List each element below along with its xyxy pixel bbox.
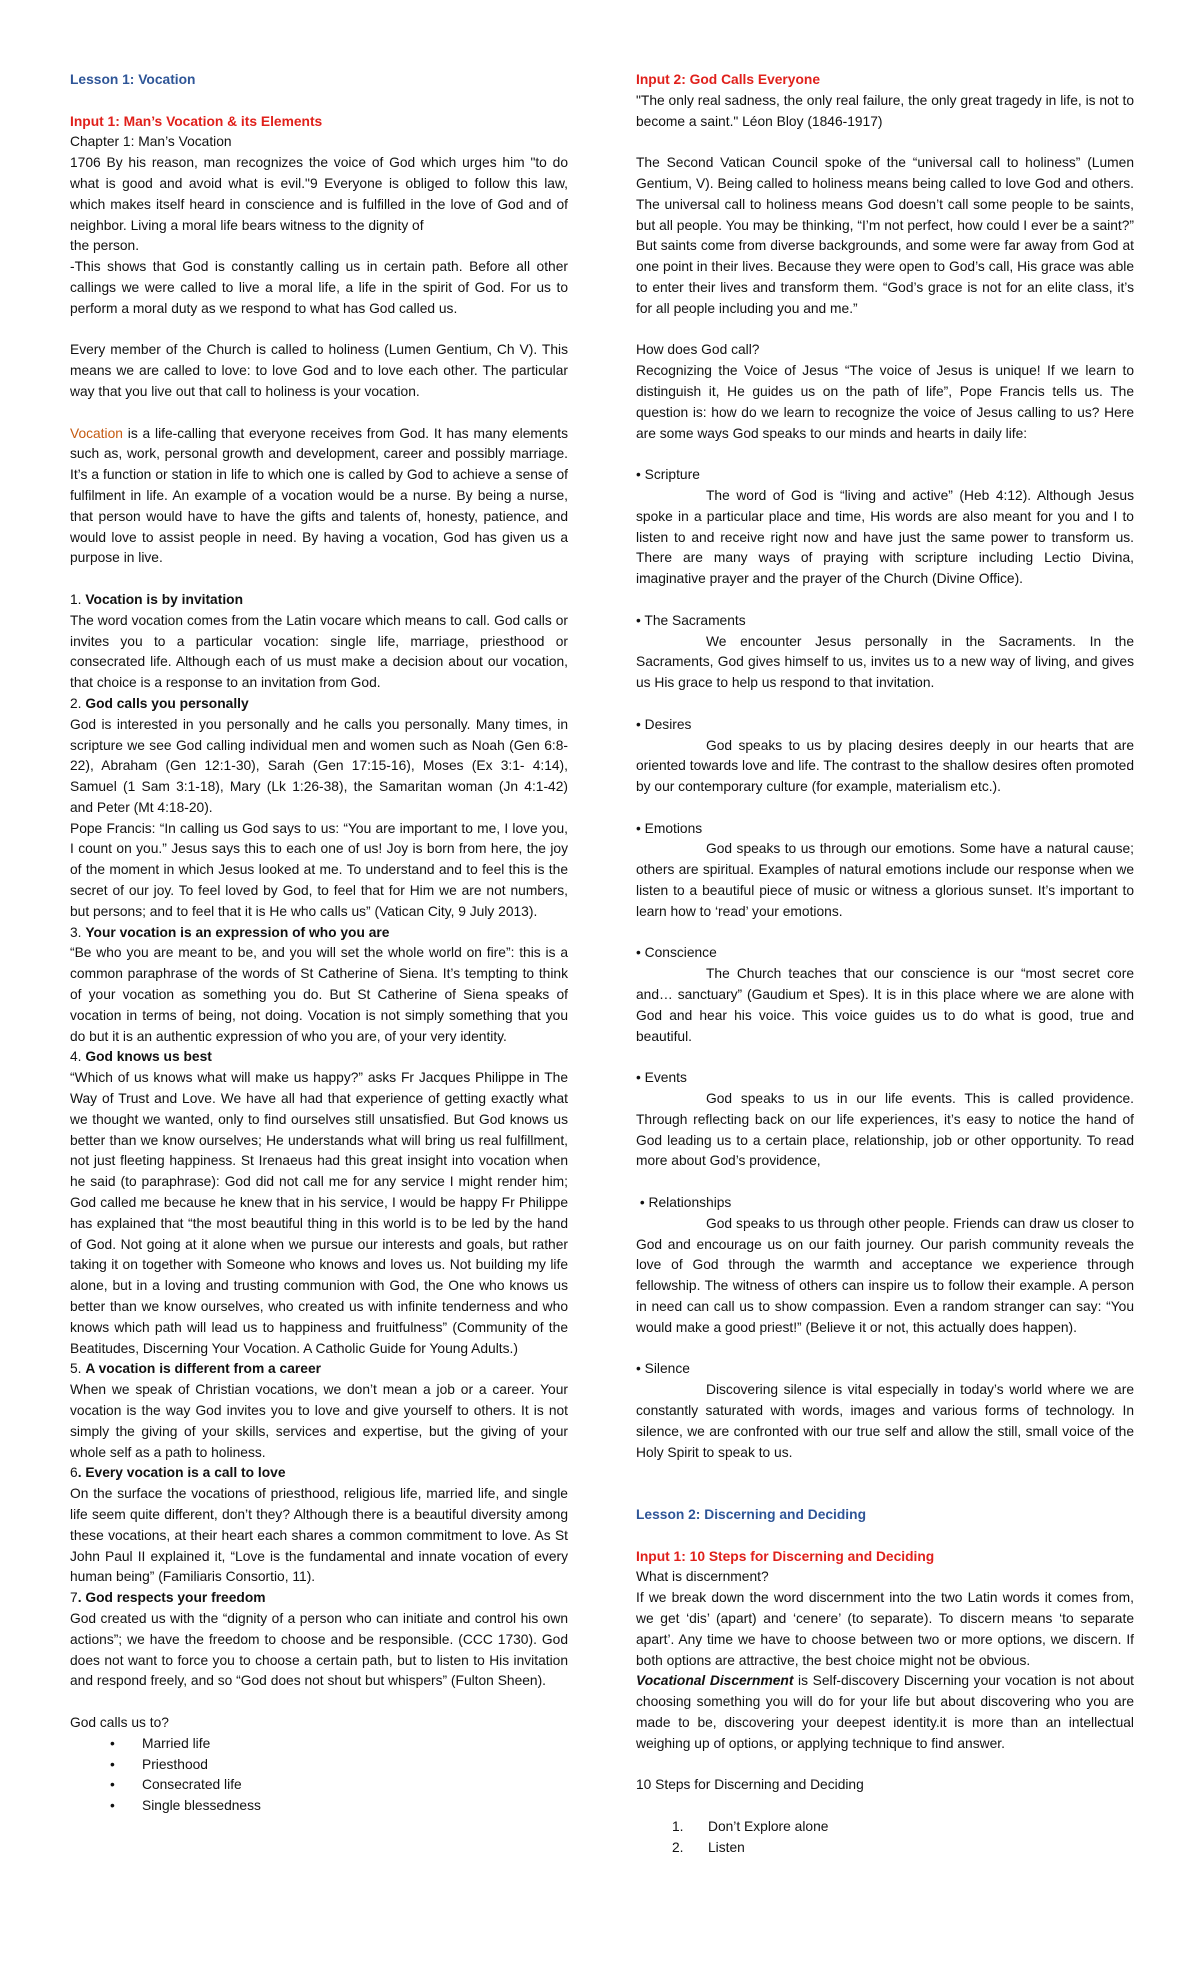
input-1-steps-title: Input 1: 10 Steps for Discerning and Deciding — [636, 1548, 935, 1564]
way-title-relationships: • Relationships — [636, 1195, 732, 1211]
list-item: • Priesthood — [70, 1755, 568, 1776]
paragraph-discernment: If we break down the word discernment into the two Latin words it comes from, we get ‘dis’ (apart) and ‘cenere’ (to separate). To discern means ‘to separate apart’. Any time we have to choose between two or more options, we discern. If both options are attractive, the best choice might not be obvious. — [636, 1590, 1134, 1668]
way-title-conscience: • Conscience — [636, 945, 717, 961]
heading-2: 2. God calls you personally — [70, 695, 249, 711]
paragraph-pope-francis: Pope Francis: “In calling us God says to us: “You are important to me, I love you, I count on you.” Jesus says this to each one of us! Joy is born from here, the joy of the moment in which Jesus looked at me. To understand and to feel this is the secret of our joy. To feel loved by God, to feel that for Him we are not numbers, but persons; and to feel that it is He who calls us” (Vatican City, 9 July 2013). — [70, 820, 568, 919]
paragraph-shows: -This shows that God is constantly calling us in certain path. Before all other callings we were called to live a moral life, a life in the spirit of God. For us to perform a moral duty as we respond to what has God called us. — [70, 259, 568, 316]
paragraph-vocational-discernment: Vocational Discernment is Self-discovery Discerning your vocation is not about choosing something you will do for your life but about discovering who you are made to be, discovering your deepest identity.it is more than an intellectual weighing up of options, or applying technique to find answer. — [636, 1673, 1134, 1751]
input-2-title: Input 2: God Calls Everyone — [636, 72, 820, 87]
paragraph-recognizing: Recognizing the Voice of Jesus “The voice of Jesus is unique! If we learn to distinguish it, He guides us on the path of life”, Pope Francis tells us. The question is: how do we learn to recognize the voice of Jesus calling to us? Here are some ways God speaks to our minds and hearts in daily life: — [636, 363, 1134, 441]
steps-title: 10 Steps for Discerning and Deciding — [636, 1777, 864, 1793]
way-text-silence: Discovering silence is vital especially in today’s world where we are constantly saturated with words, images and various forms of technology. In silence, we are confronted with our true self and allow the still, small voice of the Holy Spirit to speak to us. — [636, 1382, 1134, 1460]
way-title-scripture: • Scripture — [636, 467, 700, 483]
paragraph-every-member: Every member of the Church is called to holiness (Lumen Gentium, Ch V). This means we are called to love: to love God and to love each other. The particular way that you live out that call to holiness is your vocation. — [70, 342, 568, 399]
way-text-events: God speaks to us in our life events. This is called providence. Through reflecting back on our life experiences, it’s easy to notice the hand of God leading us to a certain place, relationship, job or other opportunity. To read more about God’s providence, — [636, 1091, 1134, 1169]
chapter-heading: Chapter 1: Man’s Vocation — [70, 134, 232, 150]
list-item: 1. Don’t Explore alone — [672, 1818, 829, 1834]
right-column — [636, 70, 1134, 1859]
paragraph-freedom: God created us with the “dignity of a person who can initiate and control his own actions”; we have the freedom to choose and be responsible. (CCC 1730). God does not want to force you to choose a certain path, but to listen to His invitation and respond freely, and so “God does not shout but whispers” (Fulton Sheen). — [70, 1610, 568, 1689]
paragraph-knows-best: “Which of us knows what will make us happy?” asks Fr Jacques Philippe in The Way of Trust and Love. We have all had that experience of getting exactly what we thought we wanted, only to find ourselves still unsatisfied. But God knows us better than we know ourselves; He understands what will bring us real fulfillment, not just fleeting happiness. St Irenaeus had this great insight into vocation when he said (to paraphrase): God did not call me for any service I might render him; God called me because he knew that in his service, I would be happy Fr Philippe has explained that “the most beautiful thing in this world is to be led by the hand of God. Not going at it alone when we pursue our interests and goals, but rather taking it on together with Someone who knows and loves us. Not building my life alone, but in a loving and trusting communion with God, the One who knows us better than we know ourselves, who created us with infinite tenderness and who knows which path will lead us to happiness and fruitfulness” (Community of the Beatitudes, Discerning Your Vocation. A Catholic Guide for Young Adults.) — [70, 1070, 568, 1356]
list-item: • Consecrated life — [70, 1775, 568, 1796]
way-title-events: • Events — [636, 1070, 687, 1086]
list-item: • Single blessedness — [70, 1796, 568, 1817]
paragraph-1706: 1706 By his reason, man recognizes the voice of God which urges him "to do what is good and avoid what is evil."9 Everyone is obliged to follow this law, which makes itself heard in conscience and is fulfilled in the love of God and of neighbor. Living a moral life bears witness to the dignity of — [70, 155, 568, 233]
heading-1: 1. Vocation is by invitation — [70, 591, 244, 607]
lesson-2-title: Lesson 2: Discerning and Deciding — [636, 1506, 866, 1522]
paragraph-person: the person. — [70, 238, 140, 254]
lesson-1-title: Lesson 1: Vocation — [70, 72, 196, 87]
way-text-desires: God speaks to us by placing desires deeply in our hearts that are oriented towards love and life. The contrast to the shallow desires often promoted by our contemporary culture (for example, materialism etc.). — [636, 737, 1134, 795]
paragraph-career: When we speak of Christian vocations, we don’t mean a job or a career. Your vocation is the way God invites you to love and give yourself to others. It is not simply the giving of your skills, services and expertise, but the giving of your whole self as a path to holiness. — [70, 1382, 568, 1460]
left-column — [70, 70, 568, 1817]
calls-question: God calls us to? — [70, 1714, 169, 1730]
paragraph-invitation: The word vocation comes from the Latin vocare which means to call. God calls or invites you to a particular vocation: single life, marriage, priesthood or consecrated life. Although each of us must make a decision about our vocation, that choice is a response to an invitation from God. — [70, 612, 568, 691]
heading-5: 5. A vocation is different from a career — [70, 1361, 321, 1377]
heading-7: 7. God respects your freedom — [70, 1590, 266, 1606]
way-text-conscience: The Church teaches that our conscience is our “most secret core and… sanctuary” (Gaudium et Spes). It is in this place where we are alone with God and hear his voice. This voice guides us to do what is good, true and beautiful. — [636, 966, 1134, 1044]
way-title-emotions: • Emotions — [636, 820, 703, 836]
calls-list — [70, 1734, 568, 1817]
paragraph-vocation-definition: Vocation is a life-calling that everyone receives from God. It has many elements such as, work, personal growth and development, career and possibly marriage. It’s a function or station in life to which one is called by God to achieve a sense of fulfilment in life. An example of a vocation would be a nurse. By being a nurse, that person would have to have the gifts and talents of, honesty, patience, and would love to assist people in need. By having a vocation, God has given us a purpose in live. — [70, 425, 568, 566]
paragraph-love: On the surface the vocations of priesthood, religious life, married life, and single life seem quite different, don’t they? Although there is a beautiful diversity among these vocations, at their heart each shares a common commitment to love. As St John Paul II explained it, “Love is the fundamental and innate vocation of every human being” (Familiaris Consortio, 11). — [70, 1486, 568, 1585]
what-question: What is discernment? — [636, 1569, 769, 1585]
way-text-emotions: God speaks to us through our emotions. Some have a natural cause; others are spiritual. Examples of natural emotions include our response when we listen to a beautiful piece of music or witness a glorious sunset. It’s important to learn how to ‘read’ your emotions. — [636, 841, 1134, 919]
list-item: • Married life — [70, 1734, 568, 1755]
vocation-term: Vocation — [70, 425, 123, 441]
way-title-desires: • Desires — [636, 716, 692, 732]
paragraph-expression: “Be who you are meant to be, and you will set the whole world on fire”: this is a common paraphrase of the words of St Catherine of Siena. It’s tempting to think of your vocation as something you do. But St Catherine of Siena speaks of vocation in terms of being, not doing. Vocation is not simply something that you do but it is an authentic expression of who you are, of your very identity. — [70, 945, 568, 1044]
quote-bloy: "The only real sadness, the only real failure, the only great tragedy in life, is not to become a saint." Léon Bloy (1846-1917) — [636, 92, 1134, 129]
how-question: How does God call? — [636, 342, 760, 358]
heading-6: 6. Every vocation is a call to love — [70, 1465, 286, 1481]
input-1-title: Input 1: Man’s Vocation & its Elements — [70, 113, 323, 129]
paragraph-vatican-council: The Second Vatican Council spoke of the “universal call to holiness” (Lumen Gentium, V). Being called to holiness means being called to love God and others. The universal call to holiness means God doesn’t call some people to be saints, but all people. You may be thinking, “I’m not perfect, how could I ever be a saint?” But saints come from diverse backgrounds, and some were far away from God at one point in their lives. Because they were open to God’s call, His grace was able to enter their lives and transform them. “God’s grace is not for an elite class, it’s for all people including you and me.” — [636, 155, 1134, 316]
way-text-scripture: The word of God is “living and active” (Heb 4:12). Although Jesus spoke in a particular place and time, His words are also meant for you and I to listen to and receive right now and have just the same power to transform us. There are many ways of praying with scripture including Lectio Divina, imaginative prayer and the prayer of the Church (Divine Office). — [636, 487, 1134, 587]
paragraph-personally: God is interested in you personally and he calls you personally. Many times, in scripture we see God calling individual men and women such as Noah (Gen 6:8- 22), Abraham (Gen 12:1-30), Sarah (Gen 17:15-16), Moses (Ex 3:1- 4:14), Samuel (1 Sam 3:1-18), Mary (Lk 1:26-38), the Samaritan woman (Jn 4:1-42) and Peter (Mt 4:18-20). — [70, 716, 568, 815]
heading-4: 4. God knows us best — [70, 1049, 212, 1065]
list-item: 2. Listen — [672, 1839, 745, 1855]
way-text-sacraments: We encounter Jesus personally in the Sacraments. In the Sacraments, God gives himself to us, invites us to a new way of living, and gives us His grace to help us respond to that invitation. — [636, 633, 1134, 691]
heading-3: 3. Your vocation is an expression of who you are — [70, 924, 390, 940]
vocational-discernment-term: Vocational Discernment — [636, 1673, 794, 1689]
steps-list — [636, 1817, 1134, 1859]
way-title-sacraments: • The Sacraments — [636, 612, 746, 628]
way-text-relationships: God speaks to us through other people. Friends can draw us closer to God and encourage us on our faith journey. Our parish community reveals the love of God through the warmth and acceptance we experience through fellowship. The witness of others can inspire us to follow their example. A person in need can call us to show compassion. Even a random stranger can say: “You would make a good priest!” (Believe it or not, this actually does happen). — [636, 1215, 1134, 1335]
way-title-silence: • Silence — [636, 1361, 690, 1377]
